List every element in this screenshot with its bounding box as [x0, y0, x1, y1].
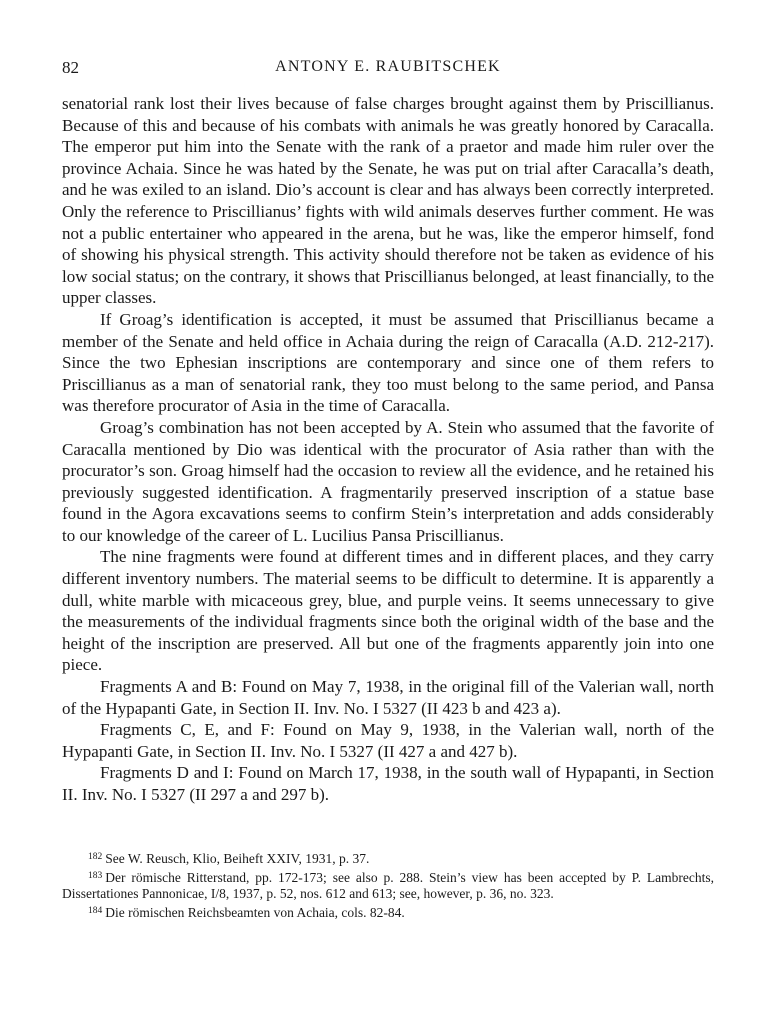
footnote-number: 183	[88, 870, 103, 881]
footnote-text: Die römischen Reichsbeamten von Achaia, cols. 82-84.	[105, 904, 405, 920]
page-header	[62, 58, 714, 82]
footnote-text: Der römische Ritterstand, pp. 172-173; see also p. 288. Stein’s view has been accepted by P. Lambrechts, Dissertationes Pannonicae, I/8, 1937, p. 52, nos. 612 and 613; see, however, p. 36, no. 323.	[62, 869, 714, 901]
footnote	[62, 868, 714, 903]
main-text	[62, 93, 714, 806]
footnote-number: 182	[88, 852, 103, 862]
paragraph: The nine fragments were found at different times and in different places, and they carry different inventory numbers. The material seems to be difficult to determine. It is apparently a dull, white marble with micaceous grey, blue, and purple veins. It seems unnecessary to give the measurements of the individual fragments since both the original width of the base and the height of the inscription are preserved. All but one of the fragments apparently join into one piece.	[62, 547, 714, 675]
footnote-number: 184	[88, 905, 103, 916]
footnote	[62, 903, 714, 922]
footnote	[62, 849, 714, 868]
paragraph: Fragments C, E, and F: Found on May 9, 1938, in the Valerian wall, north of the Hypapanti Gate, in Section II. Inv. No. I 5327 (II 427 a and 427 b).	[62, 720, 714, 761]
paragraph: Groag’s combination has not been accepted by A. Stein who assumed that the favorite of Caracalla mentioned by Dio was identical with the procurator of Asia rather than with the procurator’s son. Groag himself had the occasion to review all the evidence, and he retained his previously suggested identification. A fragmentarily preserved inscription of a statue base found in the Agora excavations seems to confirm Stein’s interpretation and adds considerably to our knowledge of the career of L. Lucilius Pansa Priscillianus.	[62, 417, 714, 545]
paragraph: senatorial rank lost their lives because of false charges brought against them by Priscillianus. Because of this and because of his combats with animals he was greatly honored by Caracalla. The emperor put him into the Senate with the rank of a praetor and made him ruler over the province Achaia. Since he was hated by the Senate, he was put on trial after Caracalla’s death, and he was exiled to an island. Dio’s account is clear and has always been correctly interpreted. Only the reference to Priscillianus’ fights with wild animals deserves further comment. He was not a public entertainer who appeared in the arena, but he was, like the emperor himself, fond of showing his physical strength. This activity should therefore not be taken as evidence of his low social status; on the contrary, it shows that Priscillianus belonged, at least financially, to the upper classes.	[62, 94, 714, 308]
running-title: ANTONY E. RAUBITSCHEK	[275, 58, 501, 75]
paragraph: If Groag’s identification is accepted, it must be assumed that Priscillianus became a member of the Senate and held office in Achaia during the reign of Caracalla (A.D. 212-217). Since the two Ephesian inscriptions are contemporary and since one of them refers to Priscillianus as a man of senatorial rank, they too must belong to the same period, and Pansa was therefore procurator of Asia in the time of Caracalla.	[62, 309, 714, 416]
footnote-text: See W. Reusch, Klio, Beiheft XXIV, 1931, p. 37.	[105, 851, 370, 866]
footnotes	[62, 849, 714, 921]
paragraph: Fragments D and I: Found on March 17, 1938, in the south wall of Hypapanti, in Section II. Inv. No. I 5327 (II 297 a and 297 b).	[62, 763, 714, 804]
paragraph: Fragments A and B: Found on May 7, 1938, in the original fill of the Valerian wall, north of the Hypapanti Gate, in Section II. Inv. No. I 5327 (II 423 b and 423 a).	[62, 677, 714, 718]
page-number: 82	[62, 58, 79, 77]
